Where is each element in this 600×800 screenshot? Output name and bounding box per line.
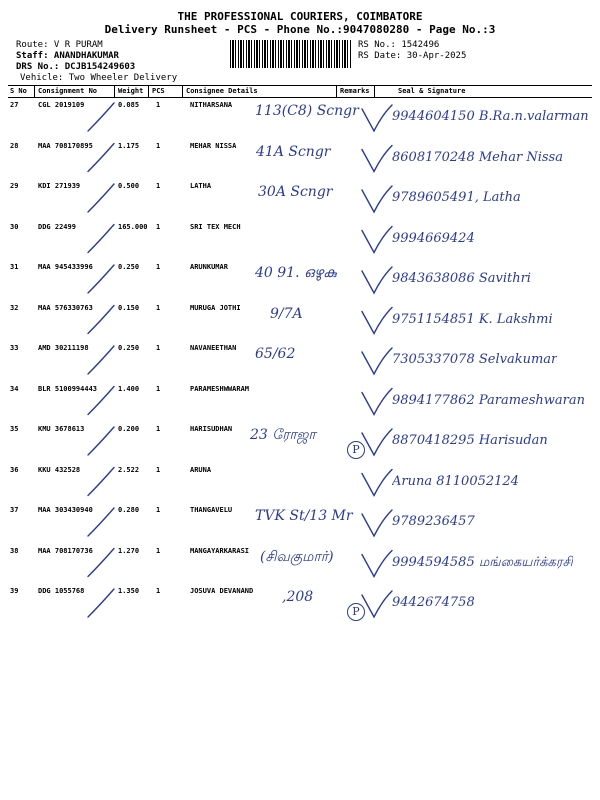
handwritten-signature: 8870418295 Harisudan <box>392 433 548 448</box>
remark-checkmark <box>362 227 392 253</box>
row-consignee: HARISUDHAN <box>190 425 233 433</box>
handwritten-signature: 9751154851 K. Lakshmi <box>392 311 553 327</box>
row-weight: 2.522 <box>118 465 140 474</box>
row-pcs: 1 <box>156 101 161 109</box>
table-top-rule <box>8 85 592 86</box>
row-consignment: MAA 708170895 <box>38 141 93 150</box>
paid-circle-mark: P <box>347 603 365 621</box>
row-sno: 32 <box>10 303 19 312</box>
separator <box>34 85 35 97</box>
vehicle: Vehicle: Two Wheeler Delivery <box>20 73 178 83</box>
weight-tick-mark <box>88 468 114 496</box>
remark-checkmark <box>362 308 392 334</box>
row-weight: 165.000 <box>118 222 148 231</box>
handwritten-signature: Aruna 8110052124 <box>392 473 519 489</box>
row-weight: 1.175 <box>118 141 140 150</box>
row-consignee: SRI TEX MECH <box>190 222 241 231</box>
row-weight: 0.150 <box>118 303 140 312</box>
handwritten-signature: 9789605491, Latha <box>392 190 521 205</box>
row-consignee: JOSUVA DEVANAND <box>190 587 254 595</box>
row-consignee: ARUNA <box>190 465 212 474</box>
drs-number: DRS No.: DCJB154249603 <box>16 62 136 72</box>
row-consignment: DDG 22499 <box>38 222 76 231</box>
row-weight: 0.200 <box>118 425 140 433</box>
row-sno: 33 <box>10 344 19 352</box>
remark-checkmark <box>362 429 392 455</box>
weight-tick-mark <box>88 346 114 374</box>
remark-checkmark <box>362 348 392 374</box>
handwritten-address: 40 91. ഒഴുകു <box>255 265 337 281</box>
row-pcs: 1 <box>156 546 161 555</box>
handwritten-address: 41A Scngr <box>256 143 331 160</box>
table-header-rule <box>8 97 592 98</box>
handwritten-signature: 9994594585 மங்கையர்க்கரசி <box>392 554 573 570</box>
separator <box>182 85 183 97</box>
weight-tick-mark <box>88 103 114 131</box>
col-consignee: Consignee Details <box>186 87 258 95</box>
rs-number: RS No.: 1542496 <box>358 40 440 50</box>
handwritten-address: 9/7A <box>270 305 303 322</box>
handwritten-signature: 9944604150 B.Ra.n.valarman <box>392 109 589 124</box>
row-consignee: MEHAR NISSA <box>190 141 237 150</box>
row-sno: 31 <box>10 263 19 271</box>
row-consignee: NITHARSANA <box>190 101 233 109</box>
route: Route: V R PURAM <box>16 40 103 50</box>
row-pcs: 1 <box>156 384 161 393</box>
remark-checkmark <box>362 105 392 131</box>
row-pcs: 1 <box>156 506 161 514</box>
separator <box>114 85 115 97</box>
row-consignee: MURUGA JOTHI <box>190 303 241 312</box>
rs-date: RS Date: 30-Apr-2025 <box>358 51 467 61</box>
row-weight: 0.250 <box>118 263 140 271</box>
separator <box>336 85 337 97</box>
row-consignment: DDG 1055768 <box>38 587 85 595</box>
remark-checkmark <box>362 389 392 415</box>
row-weight: 0.280 <box>118 506 140 514</box>
row-sno: 35 <box>10 425 19 433</box>
remark-checkmark <box>362 267 392 293</box>
barcode <box>230 40 352 68</box>
remark-checkmark <box>362 470 392 496</box>
separator <box>374 85 375 97</box>
row-sno: 38 <box>10 546 19 555</box>
row-consignee: LATHA <box>190 182 212 190</box>
row-sno: 30 <box>10 222 19 231</box>
row-weight: 0.500 <box>118 182 140 190</box>
handwritten-address: TVK St/13 Mr <box>255 508 353 524</box>
row-pcs: 1 <box>156 465 161 474</box>
row-sno: 27 <box>10 101 19 109</box>
row-weight: 1.400 <box>118 384 140 393</box>
row-consignment: MAA 708170736 <box>38 546 93 555</box>
weight-tick-mark <box>88 225 114 253</box>
row-pcs: 1 <box>156 141 161 150</box>
row-sno: 39 <box>10 587 19 595</box>
handwritten-address: ,208 <box>282 589 314 605</box>
remark-checkmark <box>362 146 392 172</box>
runsheet-header <box>0 10 600 36</box>
col-consignment: Consignment No <box>38 87 98 95</box>
col-pcs: PCS <box>152 87 165 95</box>
col-sno: S No <box>10 87 27 95</box>
row-pcs: 1 <box>156 344 161 352</box>
weight-tick-mark <box>88 427 114 455</box>
row-consignee: NAVANEETHAN <box>190 344 237 352</box>
row-consignee: THANGAVELU <box>190 506 233 514</box>
handwritten-address: 23 ரோஜா <box>250 427 316 443</box>
row-pcs: 1 <box>156 263 161 271</box>
handwritten-signature: 9894177862 Parameshwaran <box>392 392 586 408</box>
handwritten-signature: 9843638086 Savithri <box>392 271 531 286</box>
separator <box>148 85 149 97</box>
handwritten-signature: 9994669424 <box>392 230 475 246</box>
row-sno: 28 <box>10 141 19 150</box>
remark-checkmark <box>362 591 392 617</box>
col-seal: Seal & Signature <box>398 87 466 95</box>
row-weight: 0.250 <box>118 344 140 352</box>
handwritten-address: 113(C8) Scngr <box>255 103 359 119</box>
remark-checkmark <box>362 551 392 577</box>
handwritten-address: 65/62 <box>255 346 296 362</box>
row-consignment: KMU 3678613 <box>38 425 85 433</box>
row-consignment: AMD 30211198 <box>38 344 89 352</box>
row-consignment: KKU 432528 <box>38 465 81 474</box>
row-pcs: 1 <box>156 425 161 433</box>
col-weight: Weight <box>118 87 144 95</box>
row-consignee: PARAMESHWWARAM <box>190 384 250 393</box>
row-sno: 36 <box>10 465 19 474</box>
handwritten-address: 30A Scngr <box>258 184 333 200</box>
remark-checkmark <box>362 186 392 212</box>
row-sno: 37 <box>10 506 19 514</box>
staff: Staff: ANANDHAKUMAR <box>16 51 119 61</box>
row-consignee: MANGAYARKARASI <box>190 546 250 555</box>
row-sno: 34 <box>10 384 19 393</box>
weight-tick-mark <box>88 589 114 617</box>
row-sno: 29 <box>10 182 19 190</box>
paid-circle-mark: P <box>347 441 365 459</box>
row-weight: 1.270 <box>118 546 140 555</box>
row-consignment: KDI 271939 <box>38 182 81 190</box>
row-consignment: MAA 945433996 <box>38 263 93 271</box>
row-consignment: MAA 576330763 <box>38 303 93 312</box>
document-title: THE PROFESSIONAL COURIERS, COIMBATORE <box>177 10 423 23</box>
row-consignee: ARUNKUMAR <box>190 263 228 271</box>
row-pcs: 1 <box>156 182 161 190</box>
remark-checkmark <box>362 510 392 536</box>
row-consignment: BLR 5100994443 <box>38 384 98 393</box>
row-pcs: 1 <box>156 587 161 595</box>
row-consignment: MAA 303430940 <box>38 506 93 514</box>
handwritten-signature: 8608170248 Mehar Nissa <box>392 149 563 165</box>
handwritten-signature: 9442674758 <box>392 595 475 610</box>
col-remarks: Remarks <box>340 87 370 95</box>
handwritten-signature: 7305337078 Selvakumar <box>392 352 558 367</box>
row-pcs: 1 <box>156 303 161 312</box>
handwritten-signature: 9789236457 <box>392 514 475 529</box>
row-pcs: 1 <box>156 222 161 231</box>
weight-tick-mark <box>88 184 114 212</box>
row-consignment: CGL 2019109 <box>38 101 85 109</box>
row-weight: 1.350 <box>118 587 140 595</box>
document-subtitle: Delivery Runsheet - PCS - Phone No.:9047080280 - Page No.:3 <box>104 23 496 36</box>
handwritten-address: (சிவகுமார்) <box>260 548 334 565</box>
row-weight: 0.085 <box>118 101 140 109</box>
